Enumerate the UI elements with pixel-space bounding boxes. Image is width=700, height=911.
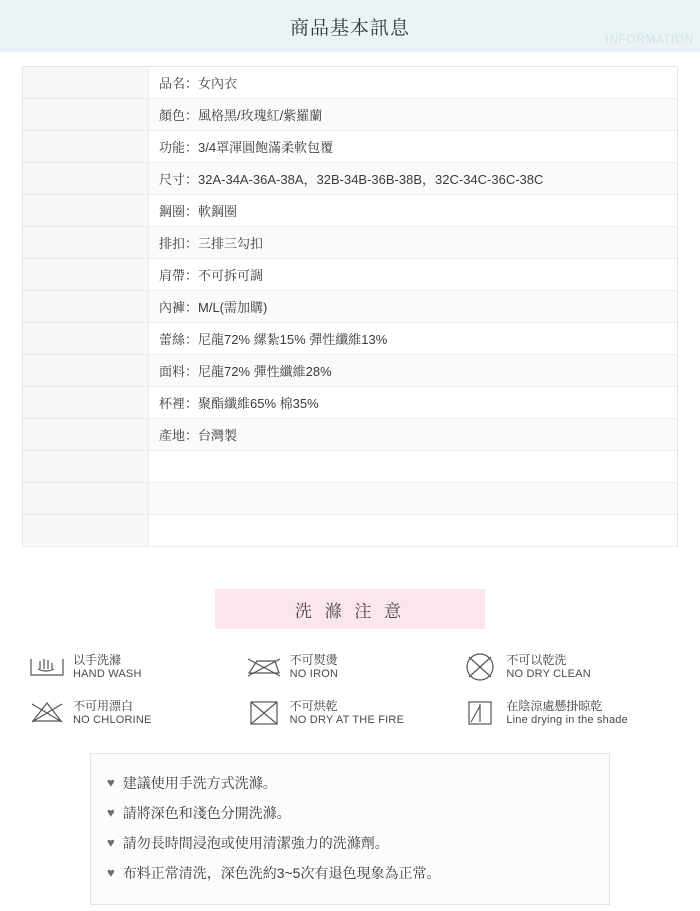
product-info-table [22,66,678,547]
wash-care-icon-grid [28,651,672,729]
wash-care-label [290,699,404,728]
row-label-cell [23,515,149,546]
wash-care-title: 洗 滌 注 意 [215,589,485,629]
wash-care-label-en: HAND WASH [73,667,142,680]
table-row [23,419,677,451]
heart-icon: ♥ [107,865,115,880]
table-row [23,99,677,131]
wash-care-label-zh: 在陰涼處懸掛晾乾 [506,698,603,713]
heart-icon: ♥ [107,835,115,850]
no-dry-clean-icon [461,651,499,683]
wash-care-item [245,651,456,683]
table-row [23,291,677,323]
row-label-cell [23,483,149,514]
row-value: 產地：台灣製 [159,428,238,443]
wash-care-label-zh: 以手洗滌 [73,652,122,667]
row-value: 面料：尼龍72% 彈性纖維28% [159,364,332,379]
row-value: 功能：3/4罩渾圓飽滿柔軟包覆 [159,140,334,155]
table-row [23,483,677,515]
row-label-cell [23,163,149,194]
row-label-cell [23,227,149,258]
page-title: 商品基本訊息 [289,17,410,39]
wash-care-label-zh: 不可以乾洗 [506,652,567,667]
hand-wash-icon [28,651,66,683]
row-label-cell [23,291,149,322]
no-chlorine-icon [28,697,66,729]
row-label-cell [23,323,149,354]
table-row [23,259,677,291]
wash-care-label-zh: 不可熨燙 [289,652,338,667]
row-value: 鋼圈：軟鋼圈 [159,204,238,219]
row-value: 品名：女內衣 [159,76,238,91]
page-header [0,0,700,52]
no-tumble-dry-icon [245,697,283,729]
wash-care-label [73,653,142,682]
row-label-cell [23,355,149,386]
list-item [107,798,593,828]
list-item [107,858,593,888]
wash-care-item [245,697,456,729]
wash-care-label-zh: 不可烘乾 [289,698,338,713]
heart-icon: ♥ [107,775,115,790]
page-subtitle: INFORMATION [605,34,694,46]
table-row [23,355,677,387]
list-item [107,828,593,858]
row-label-cell [23,419,149,450]
wash-care-item [461,651,672,683]
row-label-cell [23,387,149,418]
table-row [23,67,677,99]
table-row [23,131,677,163]
row-value: 蕾絲：尼龍72% 縲紮15% 彈性纖維13% [159,332,388,347]
note-text: 請勿長時間浸泡或使用清潔強力的洗滌劑。 [122,835,389,851]
row-value: 杯裡：聚酯纖維65% 棉35% [159,396,319,411]
wash-care-label-en: NO CHLORINE [73,713,152,726]
row-label-cell [23,451,149,482]
care-notes-box [90,753,610,905]
table-row [23,323,677,355]
row-value: 顏色：風格黑/玫瑰紅/紫羅蘭 [159,108,323,123]
wash-care-label [290,653,338,682]
wash-care-item [461,697,672,729]
row-value: 尺寸：32A-34A-36A-38A，32B-34B-36B-38B，32C-34C-36C-38C [159,172,544,187]
row-value: 排扣：三排三勾扣 [159,236,264,251]
row-label-cell [23,195,149,226]
table-row [23,451,677,483]
wash-care-label [73,699,152,728]
heart-icon: ♥ [107,805,115,820]
table-row [23,227,677,259]
no-iron-icon [245,651,283,683]
table-row [23,387,677,419]
table-row [23,163,677,195]
wash-care-item [28,697,239,729]
row-label-cell [23,67,149,98]
row-label-cell [23,259,149,290]
wash-care-label-en: NO IRON [289,667,339,680]
row-label-cell [23,131,149,162]
note-text: 布料正常清洗，深色洗約3~5次有退色現象為正常。 [122,865,441,881]
wash-care-item [28,651,239,683]
line-dry-shade-icon [461,697,499,729]
table-row [23,195,677,227]
wash-care-section-header [0,589,700,629]
note-text: 建議使用手洗方式洗滌。 [122,775,277,791]
row-value: 內褲：M/L(需加購) [159,300,268,315]
table-row [23,515,677,547]
wash-care-label [506,653,591,682]
row-label-cell [23,99,149,130]
row-value: 肩帶：不可拆可調 [159,268,264,283]
wash-care-label-en: NO DRY CLEAN [506,667,591,680]
note-text: 請將深色和淺色分開洗滌。 [122,805,291,821]
wash-care-label [506,699,628,728]
wash-care-label-en: NO DRY AT THE FIRE [289,713,405,726]
list-item [107,768,593,798]
wash-care-label-en: Line drying in the shade [506,713,628,726]
wash-care-label-zh: 不可用漂白 [73,698,134,713]
